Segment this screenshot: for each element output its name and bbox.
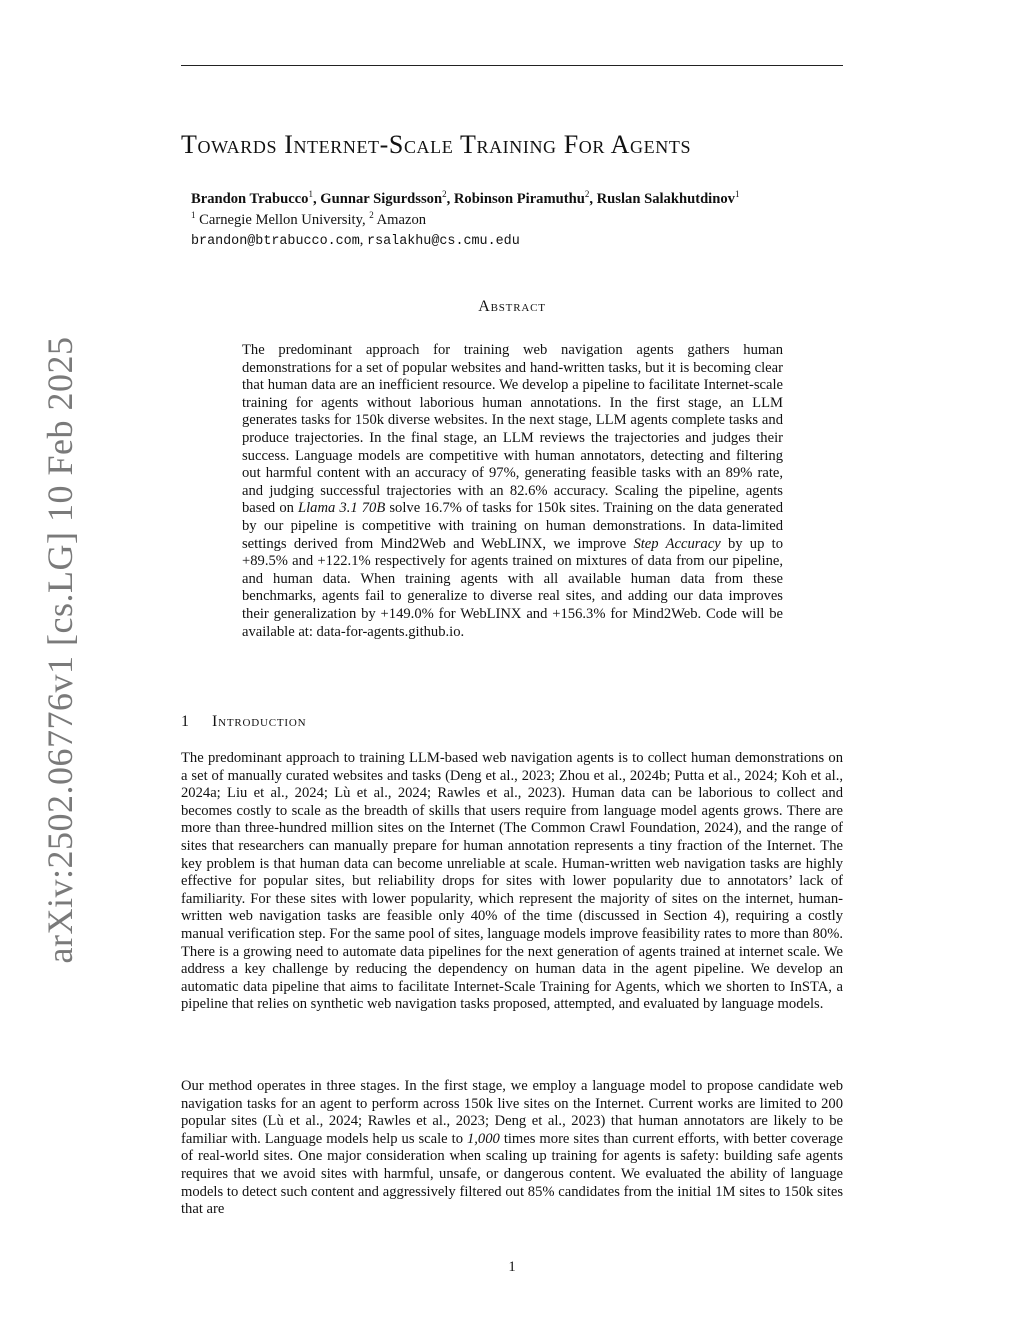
abstract-heading: Abstract: [478, 298, 546, 315]
abstract-segment: The predominant approach for training web navigation agents gathers human demonstrations for a set of popular websites and hand-written tasks, but it is becoming clear that human data are an inefficient resource. We develop a pipeline to facilitate Internet-scale training for agents without laborious human annotations. In the first stage, an LLM generates tasks for 150k diverse websites. In the next stage, LLM agents complete tasks and produce trajectories. In the final stage, an LLM reviews the trajectories and judges their success. Language models are competitive with human annotators, detecting and filtering out harmful content with an accuracy of 97%, generating feasible tasks with an 89% rate, and judging successful trajectories with an 82.6% accuracy. Scaling the pipeline, agents based on: [242, 342, 783, 517]
model-name: Llama 3.1 70B: [298, 500, 386, 517]
top-rule: [181, 65, 843, 66]
paragraph-segment: times more sites than current efforts, with better coverage of real-world sites. One major consideration when scaling up training for agents is safety: building safe agents requires that we avoid sites with harmful, unsafe, or dangerous content. We evaluated the ability of language models to detect such content and aggressively filtered out 85% candidates from the initial 1M sites to 150k sites that are: [181, 1130, 843, 1218]
section-heading: [181, 713, 306, 731]
arxiv-identifier: arXiv:2502.06776v1 [cs.LG] 10 Feb 2025: [40, 336, 80, 964]
author-affiliation-mark: 2: [442, 189, 447, 199]
author-name: Ruslan Salakhutdinov: [596, 191, 735, 207]
section-number: 1: [181, 713, 189, 730]
author-affiliation-mark: 2: [584, 189, 590, 199]
abstract-segment: solve 16.7% of tasks for 150k sites. Training on the data generated by our pipeline is competitive with training on human demonstrations. In data-limited settings derived from Mind2Web and WebLINX, we improve: [242, 500, 783, 552]
paragraph-text: The predominant approach to training LLM-based web navigation agents is to collect human demonstrations on a set of manually curated websites and tasks (Deng et al., 2023; Zhou et al., 2024b; Putta et al., 2024; Koh et al., 2024a; Liu et al., 2024; Lù et al., 2024; Rawles et al., 2023). Human data can be laborious to collect and becomes costly to scale as the breadth of skills that users require from language model agents grows. There are more than three-hundred million sites on the Internet (The Common Crawl Foundation, 2024), and the range of sites that researchers can manually prepare for human annotation represents a tiny fraction of the Internet. The key problem is that human data can become unreliable at scale. Human-written web navigation tasks are highly effective for popular sites, but reliability drops for sites with lower popularity due to annotators’ lack of familiarity. For these sites with lower popularity, which represent the majority of sites on the internet, human-written web navigation tasks are feasible only 40% of the time (discussed in Section 4), requiring a costly manual verification step. For the same pool of sites, language models improve feasibility rates to more than 80%. There is a growing need to automate data pipelines for the next generation of agents trained at internet scale. We address a key challenge by reducing the dependency on human data in the agent pipeline. We develop an automatic data pipeline that aims to facilitate Internet-Scale Training for Agents, which we shorten to InSTA, a pipeline that relies on synthetic web navigation tasks proposed, attempted, and evaluated by language models.: [181, 750, 843, 1013]
affiliation-mark: 1: [191, 210, 196, 220]
author-name: Brandon Trabucco: [191, 191, 309, 207]
email-link[interactable]: brandon@btrabucco.com: [191, 234, 360, 249]
author-emails: brandon@btrabucco.com, rsalakhu@cs.cmu.edu: [191, 232, 520, 249]
abstract-text: [242, 342, 783, 641]
author-affiliation-mark: 1: [734, 189, 740, 199]
author-affiliation-mark: 1: [308, 189, 313, 199]
paragraph-segment: Our method operates in three stages. In the first stage, we employ a language model to propose candidate web navigation tasks for an agent to perform across 150k live sites on the Internet. Current works are limited to 200 popular sites (Lù et al., 2024; Rawles et al., 2023; Deng et al., 2023) that human annotators are likely to be familiar with. Language models help us scale to: [181, 1078, 843, 1147]
author-name: Gunnar Sigurdsson: [320, 191, 443, 207]
email-link[interactable]: rsalakhu@cs.cmu.edu: [367, 234, 520, 249]
author-list: Brandon Trabucco$^1$, Gunnar Sigurdsson$^2$, Robinson Piramuthu$^2$, Ruslan Salakhutdinov$^1$: [191, 189, 740, 207]
author-name: Robinson Piramuthu: [453, 191, 585, 207]
paragraph-text: [181, 1078, 843, 1219]
affiliation-name: Carnegie Mellon University: [199, 212, 362, 228]
emphasis: 1,000: [466, 1130, 500, 1147]
affiliation-name: Amazon: [376, 212, 427, 228]
page-number: 1: [508, 1259, 516, 1275]
metric-name: Step Accuracy: [633, 535, 721, 552]
intro-paragraph: [181, 1078, 843, 1219]
section-title: Introduction: [212, 713, 307, 730]
affiliation-mark: 2: [369, 210, 374, 220]
affiliations: $^1$ Carnegie Mellon University, $^2$ Amazon: [191, 210, 427, 228]
abstract-segment: by up to +89.5% and +122.1% respectively for agents trained on mixtures of data from our pipeline, and human data. When training agents with all available human data from these benchmarks, agents fail to generalize to diverse real sites, and adding our data improves their generalization by +149.0% for WebLINX and +156.3% for Mind2Web. Code will be available at: data-for-agents.github.io.: [242, 535, 784, 640]
intro-paragraph: [181, 750, 843, 1014]
paper-title: Towards Internet-Scale Training For Agents: [181, 130, 692, 159]
